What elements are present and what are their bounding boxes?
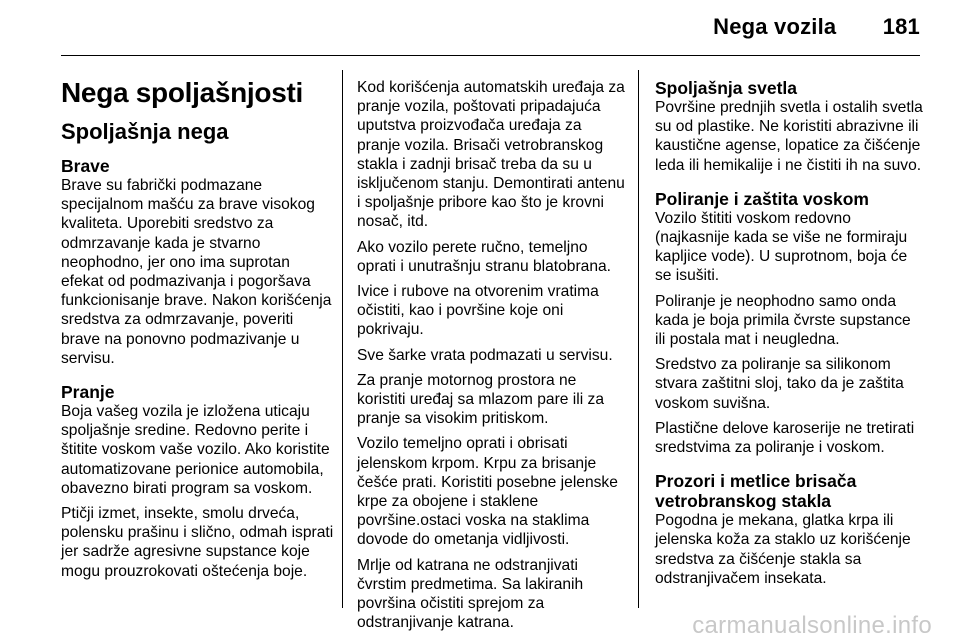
section-spoljasnja-svetla: [655, 78, 925, 175]
column-divider-2: [638, 70, 639, 608]
section-pranje: [61, 382, 336, 581]
subsection-title: Prozori i metlice brisača vetrobranskog stakla: [655, 471, 857, 512]
paragraph: Pogodna je mekana, glatka krpa ili jelenska koža za staklo uz korišćenje sredstva za čišćenje stakla sa odstranjivačem insekata.: [655, 512, 911, 587]
subsection-title: Spoljašnja svetla: [655, 78, 798, 98]
paragraph: Plastične delove karoserije ne tretirati sredstvima za poliranje i voskom.: [655, 419, 915, 457]
page-header: [713, 14, 920, 40]
running-title: Nega vozila: [713, 14, 837, 39]
column-1: [61, 70, 336, 595]
paragraph: Vozilo temeljno oprati i obrisati jelenskom krpom. Krpu za brisanje češće prati. Koristiti posebne jelenske krpe za obojene i staklene površine.ostaci voska na staklima dovode do ometanja vidljivosti.: [357, 435, 618, 549]
watermark: carmanualsonline.info: [692, 612, 932, 639]
section-title: Spoljašnja nega: [61, 119, 229, 144]
column-3: [655, 78, 925, 602]
paragraph: Sredstvo za poliranje sa silikonom stvara zaštitni sloj, tako da je zaštita voskom suvišna.: [655, 356, 904, 412]
column-divider-1: [342, 70, 343, 608]
page-number: 181: [882, 14, 920, 39]
paragraph: Ivice i rubove na otvorenim vratima očistiti, kao i površine koje oni pokrivaju.: [357, 283, 599, 339]
paragraph: Mrlje od katrana ne odstranjivati čvrstim predmetima. Sa lakiranih površina očistiti sprejom za odstranjivanje katrana.: [357, 556, 584, 632]
paragraph: Boja vašeg vozila je izložena uticaju spoljašnje sredine. Redovno perite i štitite voskom vaše vozilo. Ako koristite automatizovane perionice automobila, obavezno birati program sa voskom.: [61, 403, 330, 497]
paragraph: Ptičji izmet, insekte, smolu drveća, polensku prašinu i slično, odmah isprati jer sadrže agresivne supstance koje mogu prouzrokovati oštećenja boje.: [61, 505, 334, 580]
subsection-title: Poliranje i zaštita voskom: [655, 188, 869, 209]
paragraph: Kod korišćenja automatskih uređaja za pranje vozila, poštovati pripadajuća uputstva proizvođača uređaja za pranje vozila. Brisači vetrobranskog stakla i zadnji brisač treba da su u isključenom stanju. Demontirati antenu i spoljašnje pribore kao što je krovni nosač, itd.: [357, 79, 625, 231]
subsection-title: Pranje: [61, 382, 115, 403]
paragraph: Brave su fabrički podmazane specijalnom mašću za brave visokog kvaliteta. Uporebiti sredstvo za odmrzavanje kada je stvarno neophodno, jer ono ima suprotan efekat od podmazivanja i pogoršava funkcionisanje brave. Nakon korišćenja sredstva za odmrzavanje, poveriti brave na ponovno podmazivanje u servisu.: [61, 177, 332, 367]
paragraph: Vozilo štititi voskom redovno (najkasnije kada se više ne formiraju kapljice vode). U suprotnom, boja će se isušiti.: [655, 209, 908, 285]
section-poliranje: [655, 189, 925, 457]
paragraph: Za pranje motornog prostora ne koristiti uređaj sa mlazom pare ili za pranje sa visokim pritiskom.: [357, 371, 604, 428]
paragraph: Sve šarke vrata podmazati u servisu.: [357, 346, 613, 364]
section-prozori: [655, 471, 925, 588]
column-2: [357, 78, 627, 638]
subsection-title: Brave: [61, 156, 110, 176]
header-divider: [61, 55, 920, 56]
chapter-title: Nega spoljašnjosti: [61, 77, 303, 108]
paragraph: Ako vozilo perete ručno, temeljno oprati i unutrašnju stranu blatobrana.: [357, 238, 611, 275]
section-brave: [61, 156, 336, 368]
paragraph: Poliranje je neophodno samo onda kada je boja primila čvrste supstance ili postala mat i neugledna.: [655, 292, 911, 349]
paragraph: Površine prednjih svetla i ostalih svetla su od plastike. Ne koristiti abrazivne ili kaustične agense, lopatice za čišćenje leda ili hemikalije i ne čistiti ih na suvo.: [655, 99, 923, 174]
